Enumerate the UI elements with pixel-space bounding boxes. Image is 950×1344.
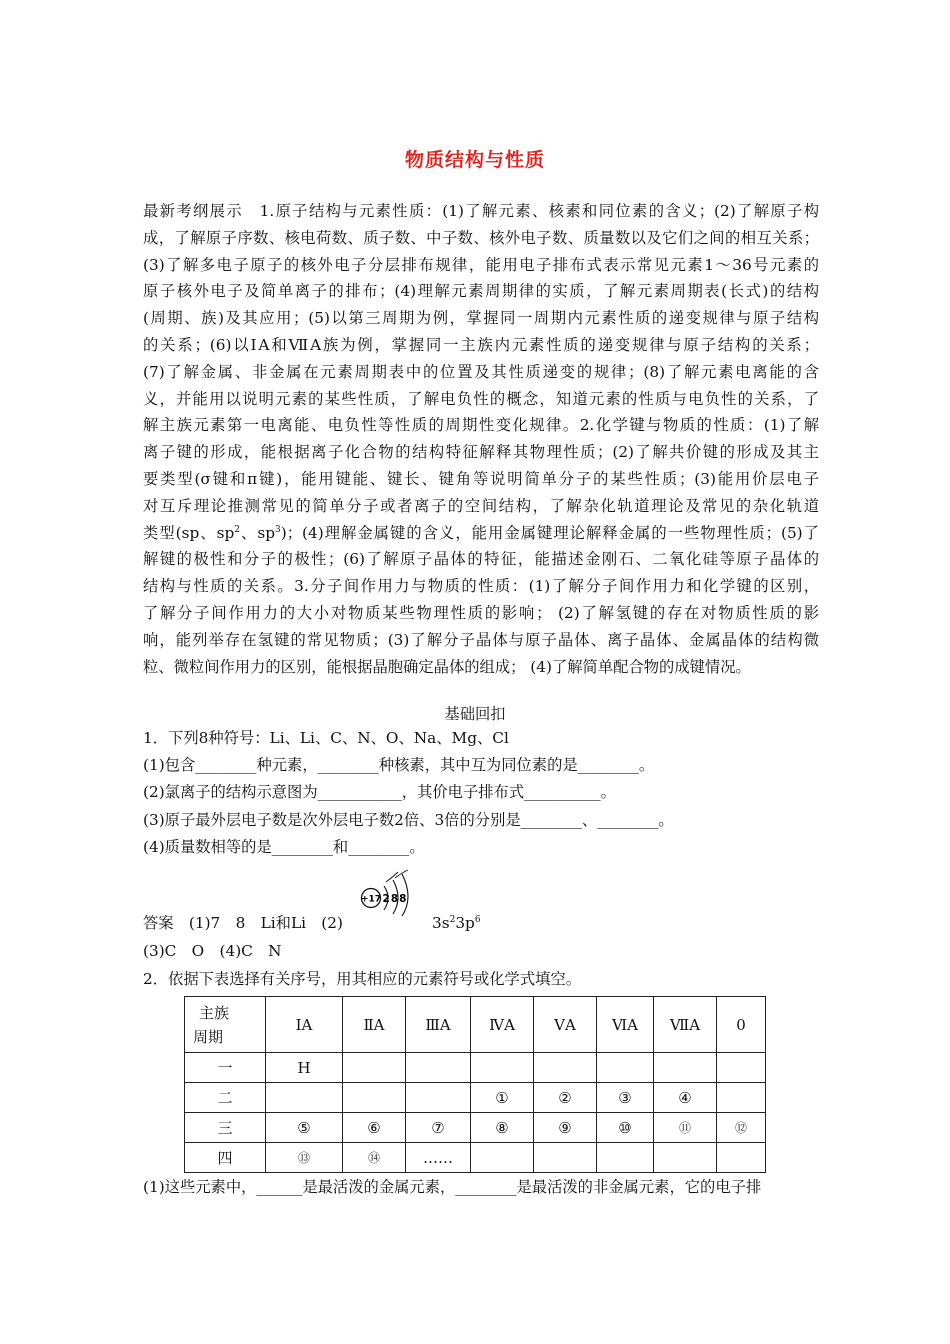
answer-line-1 [143,912,343,934]
table-cell [717,1143,766,1173]
table-cell: ⑥ [343,1113,406,1143]
superscript: 6 [474,915,481,925]
electron-shell-counts: 288 [382,893,408,905]
electron-configuration [432,912,481,934]
group-header: ⅦA [654,997,717,1053]
table-cell [597,1143,654,1173]
table-cell [597,1053,654,1083]
syllabus-line: 的关系；(6)以ⅠA和ⅦA族为例，掌握同一主族内元素性质的递变规律与原子结构的关系； [143,335,819,354]
table-cell [717,1083,766,1113]
table-cell: ⑬ [266,1143,343,1173]
answer-prefix: 答案 (1)7 8 Li和Li (2) [143,914,343,932]
header-group-label: 主族 [199,1003,230,1022]
group-header: ⅡA [343,997,406,1053]
question-1-part-3: (3)原子最外层电子数是次外层电子数2倍、3倍的分别是________、________。 [143,811,674,829]
period-label: 四 [185,1143,266,1173]
table-cell: …… [406,1143,471,1173]
syllabus-line: 对互斥理论推测常见的简单分子或者离子的空间结构，了解杂化轨道理论及常见的杂化轨道 [143,496,819,515]
hybrid-prefix: 类型(sp、sp [143,523,235,542]
table-cell: ⑦ [406,1113,471,1143]
table-cell [406,1083,471,1113]
table-cell [717,1053,766,1083]
hybrid-rest: )；(4)理解金属键的含义，能用金属键理论解释金属的一些物理性质；(5)了 [280,523,819,542]
question-1-part-4: (4)质量数相等的是________和________。 [143,838,425,856]
table-cell: ⑤ [266,1113,343,1143]
table-cell: ⑭ [343,1143,406,1173]
table-cell: ② [534,1083,597,1113]
syllabus-paragraph [143,198,819,680]
table-cell: H [266,1053,343,1083]
table-cell: ⑧ [471,1113,534,1143]
group-header: ⅥA [597,997,654,1053]
header-period-label: 周期 [193,1027,224,1046]
table-cell [343,1053,406,1083]
answer-line-2: (3)C O (4)C N [143,942,282,960]
syllabus-line: 原子核外电子及简单离子的排布；(4)理解元素周期律的实质，了解元素周期表(长式)的结构 [143,282,819,301]
group-header: ⅢA [406,997,471,1053]
table-cell: ⑪ [654,1113,717,1143]
table-cell: ④ [654,1083,717,1113]
table-row [185,1083,766,1113]
syllabus-line: 响，能列举存在氢键的常见物质；(3)了解分子晶体与原子晶体、离子晶体、金属晶体的结构微 [143,630,819,649]
table-cell: ③ [597,1083,654,1113]
syllabus-line: 成，了解原子序数、核电荷数、质子数、中子数、核外电子数、质量数以及它们之间的相互关系； [143,228,819,247]
syllabus-line: (3)了解多电子原子的核外电子分层排布规律，能用电子排布式表示常见元素1～36号元素的 [143,255,819,274]
syllabus-line: 解键的极性和分子的极性；(6)了解原子晶体的特征，能描述金刚石、二氧化硅等原子晶体的 [143,550,819,569]
hybrid-mid: 、sp [240,523,276,542]
question-2-part-1: (1)这些元素中，______是最活泼的金属元素，________是最活泼的非金属元素，它的电子排 [143,1178,762,1196]
syllabus-line: 离子键的形成，能根据离子化合物的结构特征解释其物理性质；(2)了解共价键的形成及其主 [143,443,819,462]
syllabus-line: 解主族元素第一电离能、电负性等性质的周期性变化规律。2.化学键与物质的性质：(1)了解 [143,416,819,435]
table-cell: ⑫ [717,1113,766,1143]
table-header-row [185,997,766,1053]
syllabus-line: 了解分子间作用力的大小对物质某些物理性质的影响； (2)了解氢键的存在对物质性质的影 [143,603,819,622]
superscript: 2 [234,524,241,535]
table-row [185,1053,766,1083]
table-cell [406,1053,471,1083]
chloride-ion-structure-diagram [358,868,430,916]
periodic-table-excerpt [184,996,766,1173]
table-row [185,1143,766,1173]
syllabus-line: 义，并能用以说明元素的某些性质，了解电负性的概念，知道元素的性质与电负性的关系，了 [143,389,819,408]
table-cell [343,1083,406,1113]
group-header: ⅣA [471,997,534,1053]
superscript: 3 [275,524,281,535]
question-2-stem: 2．依据下表选择有关序号，用其相应的元素符号或化学式填空。 [143,970,582,988]
section-heading: 基础回扣 [444,705,506,723]
syllabus-line: (7)了解金属、非金属在元素周期表中的位置及其性质递变的规律；(8)了解元素电离能的含 [143,362,819,381]
page-title: 物质结构与性质 [404,149,545,171]
question-1-part-1: (1)包含________种元素，________种核素，其中互为同位素的是________。 [143,756,655,774]
period-label: 三 [185,1113,266,1143]
table-row [185,1113,766,1143]
table-cell [534,1053,597,1083]
table-cell [654,1053,717,1083]
table-cell [471,1143,534,1173]
table-cell: ⑨ [534,1113,597,1143]
header-corner-cell [185,997,266,1053]
syllabus-line: (周期、族)及其应用；(5)以第三周期为例，掌握同一周期内元素性质的递变规律与原子结构 [143,309,819,328]
config-part: 3s [432,914,450,932]
syllabus-line-hybrid [143,520,819,547]
syllabus-line: 最新考纲展示 1.原子结构与元素性质：(1)了解元素、核素和同位素的含义；(2)了解原子构 [143,202,819,220]
table-cell: ① [471,1083,534,1113]
superscript: 2 [449,915,456,925]
period-label: 二 [185,1083,266,1113]
question-1-part-2: (2)氯离子的结构示意图为___________，其价电子排布式__________。 [143,783,616,801]
question-1-stem: 1．下列8种符号：Li、Li、C、N、O、Na、Mg、Cl [143,729,509,747]
group-header: ⅠA [266,997,343,1053]
group-header: 0 [717,997,766,1053]
table-cell: ⑩ [597,1113,654,1143]
group-header: ⅤA [534,997,597,1053]
nucleus-charge: +17 [360,894,382,905]
table-cell [471,1053,534,1083]
syllabus-line: 粒、微粒间作用力的区别，能根据晶胞确定晶体的组成； (4)了解简单配合物的成键情况。 [143,657,751,676]
table-cell [534,1143,597,1173]
period-label: 一 [185,1053,266,1083]
table-cell [654,1143,717,1173]
syllabus-line: 要类型(σ键和π键)，能用键能、键长、键角等说明简单分子的某些性质；(3)能用价层电子 [143,469,819,488]
config-part: 3p [455,914,475,932]
table-cell [266,1083,343,1113]
syllabus-line: 结构与性质的关系。3.分子间作用力与物质的性质：(1)了解分子间作用力和化学键的区别， [143,577,819,596]
